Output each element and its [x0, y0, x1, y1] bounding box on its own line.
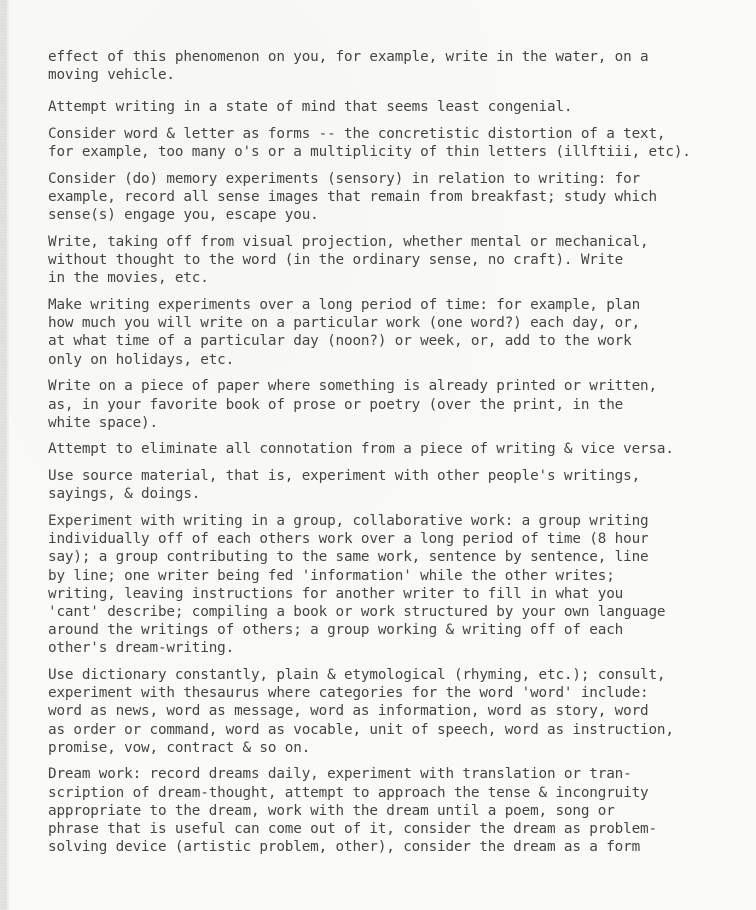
paragraph-7	[48, 377, 748, 432]
text-line: say); a group contributing to the same work, sentence by sentence, line	[48, 549, 649, 566]
page-binding-edge	[0, 0, 7, 910]
text-line: Attempt to eliminate all connotation from a piece of writing & vice versa.	[48, 441, 674, 458]
text-line: phrase that is useful can come out of it, consider the dream as problem-	[48, 820, 657, 837]
text-line: in the movies, etc.	[48, 270, 209, 287]
text-line: at what time of a particular day (noon?) or week, or, add to the work	[48, 333, 632, 350]
text-line: other's dream-writing.	[48, 640, 235, 657]
text-line: Experiment with writing in a group, collaborative work: a group writing	[48, 512, 649, 529]
text-line: moving vehicle.	[48, 67, 175, 84]
text-line: Consider word & letter as forms -- the concretistic distortion of a text,	[48, 126, 666, 143]
text-line: sayings, & doings.	[48, 486, 201, 503]
text-line: Make writing experiments over a long period of time: for example, plan	[48, 297, 641, 314]
paragraph-3	[48, 125, 748, 161]
text-line: experiment with thesaurus where categories for the word 'word' include:	[48, 685, 649, 702]
text-line: 'cant' describe; compiling a book or work structured by your own language	[48, 603, 666, 620]
paragraph-12	[48, 765, 748, 856]
text-line: white space).	[48, 414, 158, 431]
text-line: for example, too many o's or a multiplicity of thin letters (illftiii, etc).	[48, 144, 691, 161]
text-line: Consider (do) memory experiments (sensory) in relation to writing: for	[48, 170, 641, 187]
text-line: how much you will write on a particular work (one word?) each day, or,	[48, 315, 641, 332]
text-line: word as news, word as message, word as information, word as story, word	[48, 703, 649, 720]
page-binding-shadow	[7, 0, 9, 910]
text-line: individually off of each others work over a long period of time (8 hour	[48, 531, 649, 548]
text-line: writing, leaving instructions for another writer to fill in what you	[48, 585, 624, 602]
paragraph-2	[48, 98, 748, 116]
text-line: around the writings of others; a group working & writing off of each	[48, 622, 624, 639]
text-line: Use source material, that is, experiment with other people's writings,	[48, 468, 641, 485]
text-line: Attempt writing in a state of mind that seems least congenial.	[48, 99, 573, 116]
paragraph-11	[48, 666, 748, 757]
text-line: only on holidays, etc.	[48, 351, 235, 368]
text-line: without thought to the word (in the ordinary sense, no craft). Write	[48, 252, 624, 269]
text-line: Use dictionary constantly, plain & etymological (rhyming, etc.); consult,	[48, 666, 666, 683]
paragraph-8	[48, 440, 748, 458]
text-line: sense(s) engage you, escape you.	[48, 207, 319, 224]
paragraph-5	[48, 233, 748, 288]
document-body	[48, 48, 748, 865]
text-line: Write, taking off from visual projection, whether mental or mechanical,	[48, 234, 649, 250]
paragraph-10	[48, 512, 748, 658]
text-line: solving device (artistic problem, other), consider the dream as a form	[48, 839, 641, 856]
text-line: as order or command, word as vocable, unit of speech, word as instruction,	[48, 721, 674, 738]
text-line: by line; one writer being fed 'information' while the other writes;	[48, 567, 615, 584]
text-line: effect of this phenomenon on you, for example, write in the water, on a	[48, 49, 649, 65]
text-line: appropriate to the dream, work with the dream until a poem, song or	[48, 802, 615, 819]
paragraph-6	[48, 296, 748, 369]
paragraph-4	[48, 170, 748, 225]
paragraph-1	[48, 48, 748, 84]
text-line: Dream work: record dreams daily, experiment with translation or tran-	[48, 766, 632, 783]
text-line: promise, vow, contract & so on.	[48, 739, 311, 756]
text-line: scription of dream-thought, attempt to approach the tense & incongruity	[48, 784, 649, 801]
text-line: Write on a piece of paper where something is already printed or written,	[48, 378, 657, 395]
paragraph-9	[48, 467, 748, 503]
text-line: example, record all sense images that remain from breakfast; study which	[48, 189, 657, 206]
text-line: as, in your favorite book of prose or poetry (over the print, in the	[48, 396, 624, 413]
